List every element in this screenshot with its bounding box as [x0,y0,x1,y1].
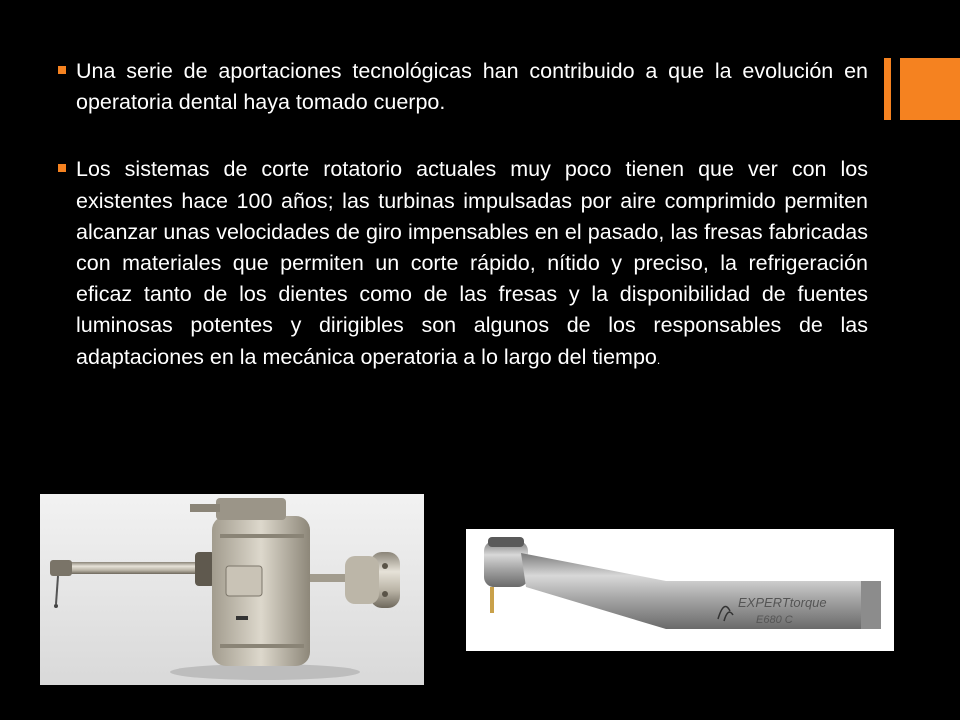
antique-dental-drill-image [40,494,424,685]
antique-drill-illustration [40,494,424,685]
bullet-text: Una serie de aportaciones tecnológicas han contribuido a que la evolución en operatoria dental haya tomado cuerpo. [76,59,868,115]
bullet-text-body: Los sistemas de corte rotatorio actuales muy poco tienen que ver con los existentes hace 100 años; las turbinas impulsadas por aire comprimido permiten alcanzar unas velocidades de giro impensables en el pasado, las fresas fabricadas con materiales que permiten un corte rápido, nítido y preciso, la refrigeración eficaz tanto de los dientes como de las fresas y la disponibilidad de fuentes luminosas potentes y dirigibles son algunos de los responsables de las adaptaciones en la mecánica operatoria a lo largo del tiempo [76,157,868,369]
accent-bar-thin [884,58,891,120]
bullet-item [58,154,868,375]
slide-content [58,56,868,412]
bullet-item [58,56,868,118]
square-bullet-icon [58,164,66,172]
handpiece-model-text: E680 C [756,614,793,626]
bullet-text [76,154,868,375]
accent-bar-block [900,58,960,120]
square-bullet-icon [58,66,66,74]
bullet-end-mark: . [656,352,661,367]
turbine-handpiece-image [466,529,894,651]
handpiece-brand-text: EXPERTtorque [738,595,827,610]
handpiece-illustration [466,529,894,651]
